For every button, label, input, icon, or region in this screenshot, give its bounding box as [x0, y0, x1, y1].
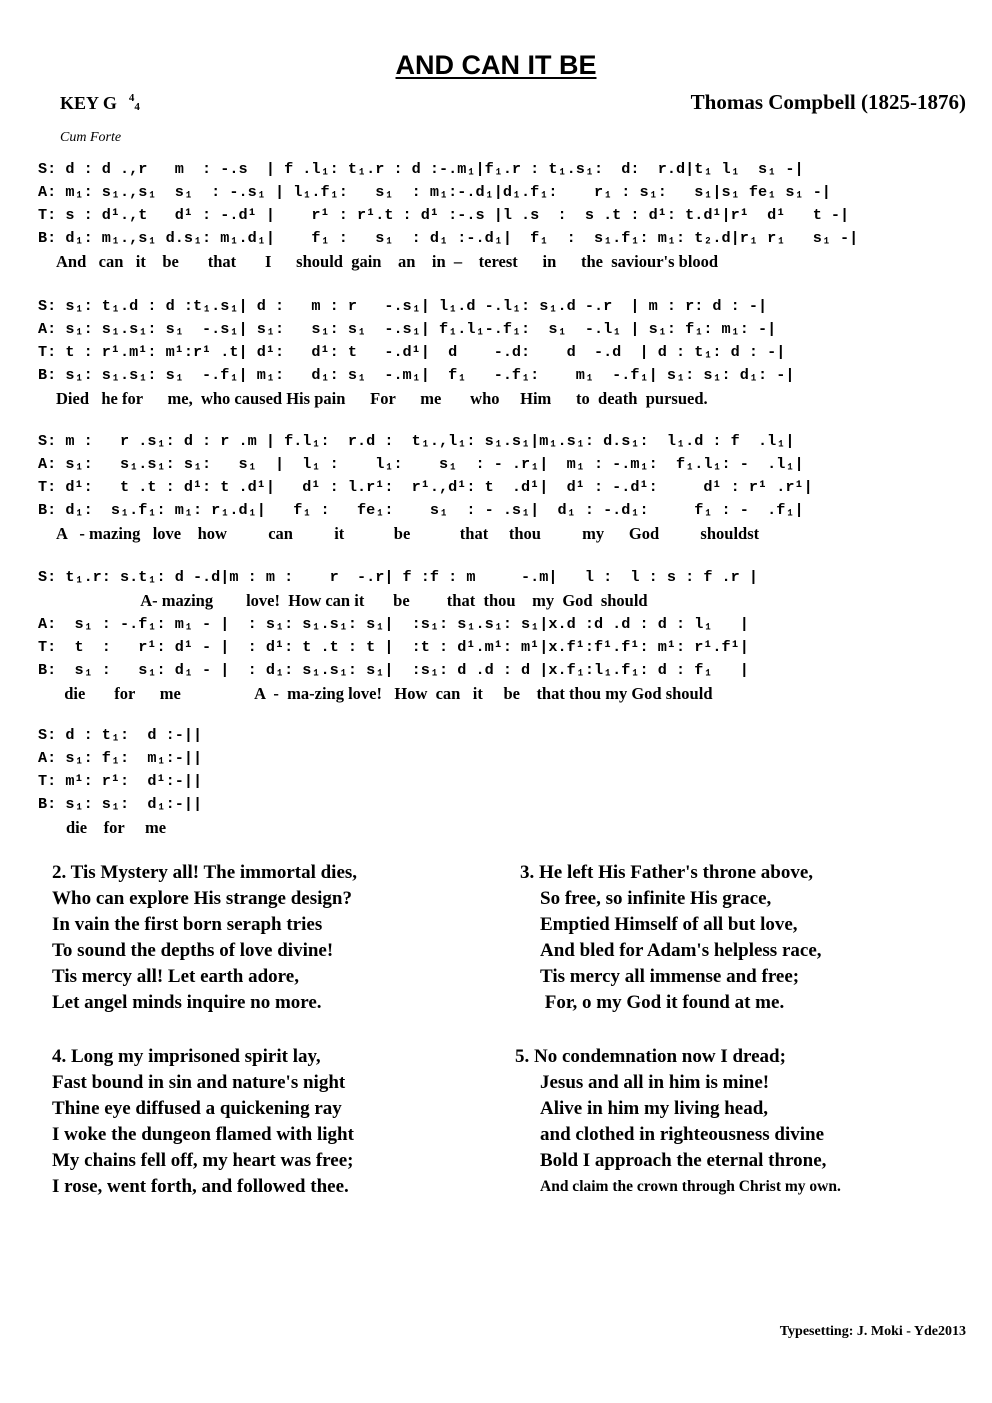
tenor-line: T: m¹: r¹: d¹:-|| [38, 772, 203, 790]
bass-line: B: d₁: s₁.f₁: m₁: r₁.d₁| f₁ : fe₁: s₁ : - .s₁| d₁ : -.d₁: f₁ : - .f₁| [38, 501, 804, 519]
bass-line: B: d₁: m₁.,s₁ d.s₁: m₁.d₁| f₁ : s₁ : d₁ :-.d₁| f₁ : s₁.f₁: m₁: t₂.d|r₁ r₁ s₁ -| [38, 229, 859, 247]
tempo-marking: Cum Forte [60, 130, 122, 145]
tenor-line: T: s : d¹.,t d¹ : -.d¹ | r¹ : r¹.t : d¹ :-.s |l .s : s .t : d¹: t.d¹|r¹ d¹ t -| [38, 206, 850, 224]
lyrics-line: And can it be that I should gain an in – terest in the saviour's blood [56, 252, 719, 271]
verse-line: and clothed in righteousness divine [540, 1124, 824, 1145]
verse-line: And bled for Adam's helpless race, [540, 940, 822, 961]
hymn-title: AND CAN IT BE [395, 50, 597, 80]
lyrics-line: die for me A - ma-zing love! How can it be that thou my God should [56, 684, 713, 703]
alto-line: A: m₁: s₁.,s₁ s₁ : -.s₁ | l₁.f₁: s₁ : m₁:-.d₁|d₁.f₁: r₁ : s₁: s₁|s₁ fe₁ s₁ -| [38, 183, 831, 201]
alto-line: A: s₁: f₁: m₁:-|| [38, 749, 203, 767]
soprano-line: S: d : d .,r m : -.s | f .l₁: t₁.r : d :-.m₁|f₁.r : t₁.s₁: d: r.d|t₁ l₁ s₁ -| [38, 160, 804, 178]
verse-line: For, o my God it found at me. [540, 992, 785, 1013]
verse-line: 2. Tis Mystery all! The immortal dies, [52, 862, 358, 883]
alto-line: A: s₁: s₁.s₁: s₁: s₁ | l₁ : l₁: s₁ : - .r₁| m₁ : -.m₁: f₁.l₁: - .l₁| [38, 455, 804, 473]
time-signature-top: 4 [128, 92, 135, 104]
verse-line: Alive in him my living head, [540, 1098, 769, 1119]
verse-line: Emptied Himself of all but love, [540, 914, 798, 935]
key-label: KEY G [60, 93, 117, 113]
verse-line: To sound the depths of love divine! [52, 940, 334, 961]
verse-line: Who can explore His strange design? [52, 888, 352, 909]
verse-line: Jesus and all in him is mine! [540, 1072, 770, 1093]
bass-line: B: s₁: s₁: d₁:-|| [38, 795, 203, 813]
tenor-line: T: t : r¹.m¹: m¹:r¹ .t| d¹: d¹: t -.d¹| d -.d: d -.d | d : t₁: d : -| [38, 343, 786, 361]
soprano-line: S: s₁: t₁.d : d :t₁.s₁| d : m : r -.s₁| l₁.d -.l₁: s₁.d -.r | m : r: d : -| [38, 297, 768, 315]
verse-line: Tis mercy all immense and free; [540, 966, 800, 987]
verse-line: And claim the crown through Christ my own. [540, 1178, 841, 1195]
verse-line: Bold I approach the eternal throne, [540, 1150, 827, 1171]
typesetting-credit: Typesetting: J. Moki - Yde2013 [779, 1324, 966, 1339]
soprano-line: S: d : t₁: d :-|| [38, 726, 203, 744]
soprano-line: S: m : r .s₁: d : r .m | f.l₁: r.d : t₁.,l₁: s₁.s₁|m₁.s₁: d.s₁: l₁.d : f .l₁| [38, 432, 795, 450]
system-2 [38, 295, 978, 411]
tenor-line: T: d¹: t .t : d¹: t .d¹| d¹ : l.r¹: r¹.,d¹: t .d¹| d¹ : -.d¹: d¹ : r¹ .r¹| [38, 478, 813, 496]
verse-line: My chains fell off, my heart was free; [52, 1150, 354, 1171]
lyrics-line: Died he for me, who caused His pain For me who Him to death pursued. [56, 389, 708, 408]
lyrics-line: die for me [66, 818, 167, 837]
system-4 [38, 566, 978, 706]
bass-line: B: s₁: s₁.s₁: s₁ -.f₁| m₁: d₁: s₁ -.m₁| f₁ -.f₁: m₁ -.f₁| s₁: s₁: d₁: -| [38, 366, 795, 384]
verse-line: 3. He left His Father's throne above, [520, 862, 814, 883]
soprano-line: S: t₁.r: s.t₁: d -.d|m : m : r -.r| f :f : m -.m| l : l : s : f .r | [38, 568, 759, 586]
system-1 [38, 158, 978, 274]
verse-line: Tis mercy all! Let earth adore, [52, 966, 299, 987]
verse-line: Thine eye diffused a quickening ray [52, 1098, 342, 1119]
verse-line: I woke the dungeon flamed with light [52, 1124, 354, 1145]
verse-line: I rose, went forth, and followed thee. [52, 1176, 349, 1197]
system-3 [38, 430, 978, 546]
bass-line: B: s₁ : s₁: d₁ - | : d₁: s₁.s₁: s₁| :s₁: d .d : d |x.f₁:l₁.f₁: d : f₁ | [38, 661, 749, 679]
tenor-line: T: t : r¹: d¹ - | : d¹: t .t : t | :t : d¹.m¹: m¹|x.f¹:f¹.f¹: m¹: r¹.f¹| [38, 638, 749, 656]
verse-3 [520, 860, 822, 1016]
verse-line: 5. No condemnation now I dread; [515, 1046, 786, 1067]
verse-4 [52, 1044, 354, 1200]
verse-line: Fast bound in sin and nature's night [52, 1072, 346, 1093]
verse-5 [515, 1044, 841, 1200]
verse-line: 4. Long my imprisoned spirit lay, [52, 1046, 321, 1067]
verse-2 [52, 860, 357, 1016]
alto-line: A: s₁ : -.f₁: m₁ - | : s₁: s₁.s₁: s₁| :s₁: s₁.s₁: s₁|x.d :d .d : d : l₁ | [38, 615, 749, 633]
verse-line: In vain the first born seraph tries [52, 914, 323, 935]
alto-line: A: s₁: s₁.s₁: s₁ -.s₁| s₁: s₁: s₁ -.s₁| f₁.l₁-.f₁: s₁ -.l₁ | s₁: f₁: m₁: -| [38, 320, 777, 338]
key-signature [60, 92, 140, 114]
verse-line: So free, so infinite His grace, [540, 888, 772, 909]
verse-line: Let angel minds inquire no more. [52, 992, 322, 1013]
time-signature-bottom: 4 [134, 101, 140, 113]
lyrics-line: A - mazing love how can it be that thou my God shouldst [56, 524, 760, 543]
soprano-lyrics-line: A- mazing love! How can it be that thou my God should [38, 591, 648, 610]
system-5 [38, 724, 978, 840]
composer: Thomas Compbell (1825-1876) [690, 90, 966, 114]
